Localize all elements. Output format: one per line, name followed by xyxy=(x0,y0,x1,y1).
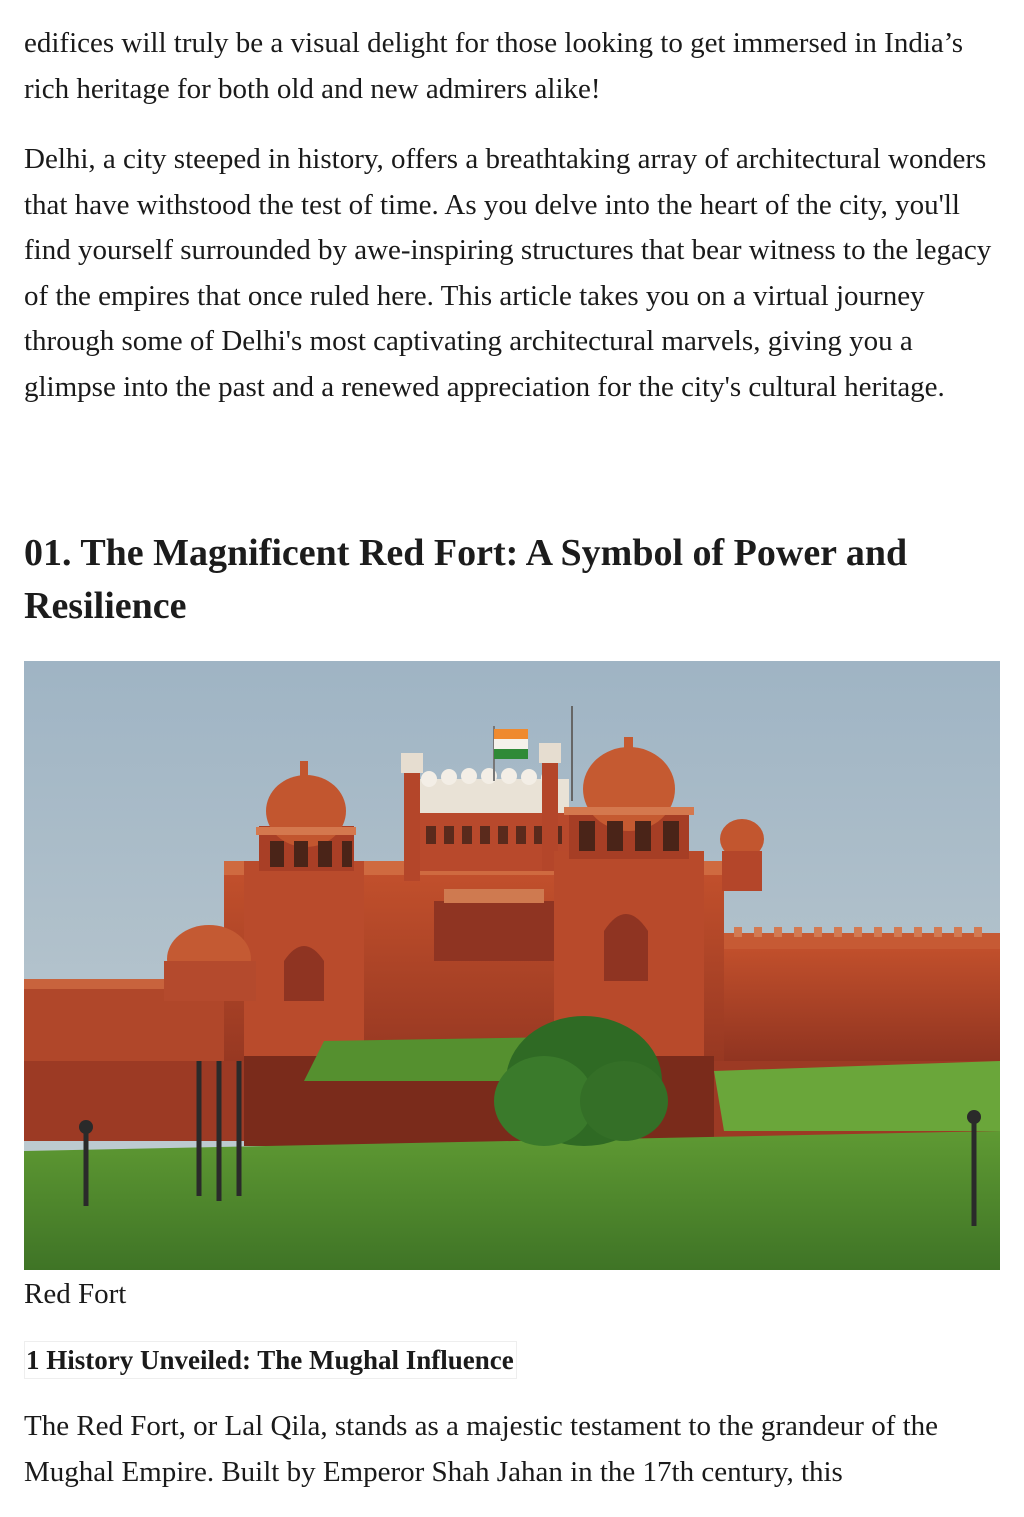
intro-paragraph: edifices will truly be a visual delight for those looking to get immersed in India’s rich heritage for both old and new admirers alike! xyxy=(24,27,964,105)
section-heading: 01. The Magnificent Red Fort: A Symbol of Power and Resilience xyxy=(24,532,908,627)
red-fort-paragraph: The Red Fort, or Lal Qila, stands as a majestic testament to the grandeur of the Mughal Empire. Built by Emperor Shah Jahan in the 17th century, this xyxy=(24,1410,939,1488)
red-fort-photo xyxy=(24,661,1000,1270)
subsection-heading: 1 History Unveiled: The Mughal Influence xyxy=(24,1341,517,1379)
delhi-paragraph: Delhi, a city steeped in history, offers a breathtaking array of architectural wonders that have withstood the test of time. As you delve into the heart of the city, you'll find yourself surrounded by awe-inspiring structures that bear witness to the legacy of the empires that once ruled here. This article takes you on a virtual journey through some of Delhi's most captivating architectural marvels, giving you a glimpse into the past and a renewed appreciation for the city's cultural heritage. xyxy=(24,143,992,403)
image-caption: Red Fort xyxy=(24,1278,127,1310)
